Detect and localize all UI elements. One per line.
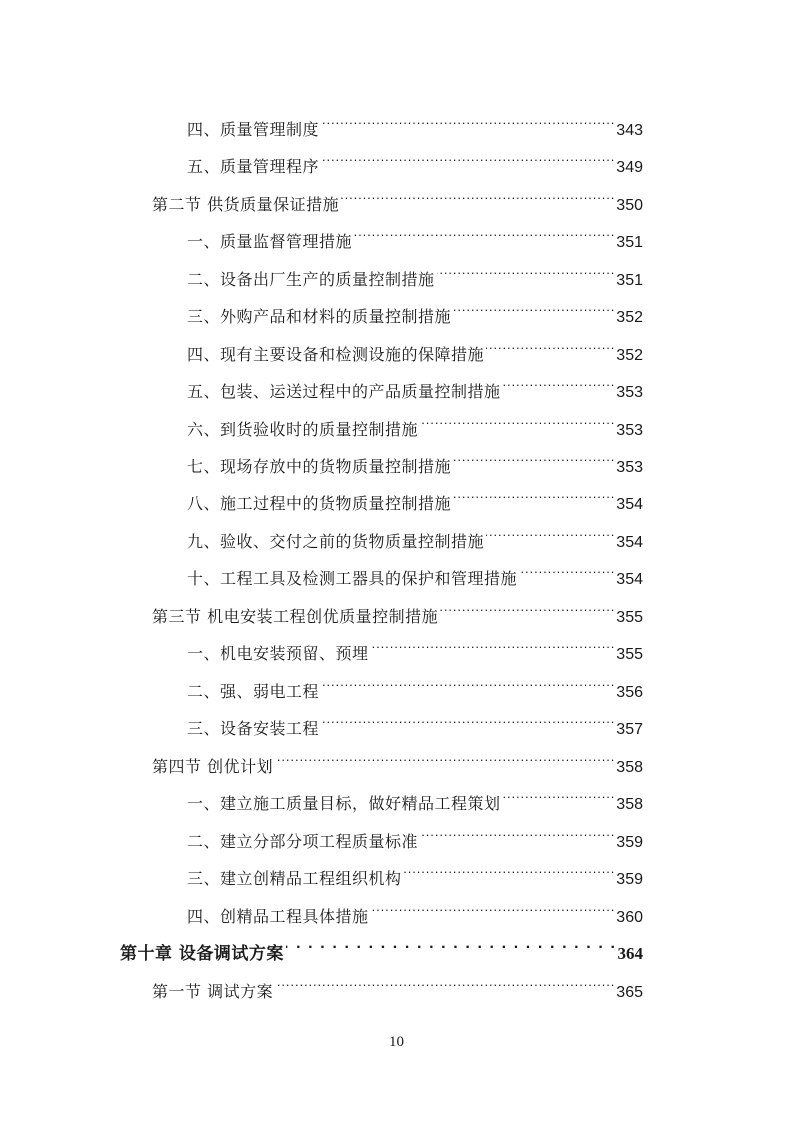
toc-entry-page: 358	[616, 759, 643, 776]
toc-entry-title: 七、现场存放中的货物质量控制措施	[187, 457, 452, 476]
toc-entry[interactable]	[187, 554, 643, 588]
toc-entry-title: 六、到货验收时的质量控制措施	[187, 420, 419, 439]
toc-entry-title: 一、质量监督管理措施	[187, 232, 353, 251]
dot-leader	[321, 704, 615, 734]
toc-entry[interactable]	[187, 779, 643, 813]
toc-entry[interactable]	[187, 704, 643, 738]
toc-entry[interactable]	[187, 105, 643, 139]
dot-leader	[275, 742, 615, 772]
toc-entry-title: 二、建立分部分项工程质量标准	[187, 832, 419, 851]
toc-entry-title: 五、包装、运送过程中的产品质量控制措施	[187, 382, 501, 401]
toc-entry[interactable]	[187, 854, 643, 888]
toc-entry-page: 353	[616, 422, 643, 439]
toc-entry-title: 五、质量管理程序	[187, 157, 320, 176]
dot-leader	[420, 817, 615, 847]
toc-entry-page: 355	[616, 609, 643, 626]
toc-entry[interactable]	[187, 255, 643, 289]
toc-entry[interactable]	[187, 142, 643, 176]
dot-leader	[275, 967, 615, 997]
toc-entry-title: 二、强、弱电工程	[187, 682, 320, 701]
toc-entry-page: 343	[616, 122, 643, 139]
dot-leader	[354, 217, 615, 247]
toc-entry-page: 355	[616, 646, 643, 663]
dot-leader	[286, 929, 617, 959]
dot-leader	[371, 629, 616, 659]
dot-leader	[321, 667, 615, 697]
dot-leader	[437, 255, 616, 285]
toc-entry-section[interactable]	[152, 742, 643, 776]
toc-entry-title: 一、机电安装预留、预埋	[187, 644, 369, 663]
toc-entry-title: 第十章 设备调试方案	[120, 944, 284, 964]
page-number: 10	[389, 1034, 404, 1050]
toc-entry-page: 352	[616, 309, 643, 326]
toc-entry-title: 十、工程工具及检测工器具的保护和管理措施	[187, 569, 518, 588]
toc-entry-title: 四、质量管理制度	[187, 120, 320, 139]
toc-entry[interactable]	[187, 405, 643, 439]
toc-entry-title: 第一节 调试方案	[152, 982, 274, 1001]
toc-entry-page: 354	[616, 496, 643, 513]
toc-entry-page: 353	[616, 459, 643, 476]
toc-entry-page: 351	[616, 272, 643, 289]
toc-entry[interactable]	[187, 217, 643, 251]
dot-leader	[486, 330, 615, 360]
toc-entry-title: 三、外购产品和材料的质量控制措施	[187, 307, 452, 326]
dot-leader	[519, 554, 615, 584]
toc-entry-title: 三、建立创精品工程组织机构	[187, 869, 402, 888]
dot-leader	[503, 779, 616, 809]
toc-entry-title: 八、施工过程中的货物质量控制措施	[187, 494, 452, 513]
toc-entry[interactable]	[187, 517, 643, 551]
toc-entry-title: 第二节 供货质量保证措施	[152, 195, 340, 214]
dot-leader	[420, 405, 615, 435]
toc-entry-page: 349	[616, 159, 643, 176]
toc-entry[interactable]	[187, 367, 643, 401]
toc-entry-page: 360	[616, 909, 643, 926]
toc-entry[interactable]	[187, 292, 643, 326]
toc-entry-page: 352	[616, 347, 643, 364]
dot-leader	[440, 592, 615, 622]
dot-leader	[453, 479, 615, 509]
toc-entry-page: 356	[616, 684, 643, 701]
toc-entry-title: 九、验收、交付之前的货物质量控制措施	[187, 532, 485, 551]
toc-entry[interactable]	[187, 667, 643, 701]
toc-entry-page: 354	[616, 571, 643, 588]
toc-entry-title: 第四节 创优计划	[152, 757, 274, 776]
toc-entry-page: 359	[616, 871, 643, 888]
toc-entry-page: 350	[616, 197, 643, 214]
dot-leader	[486, 517, 615, 547]
dot-leader	[453, 292, 615, 322]
toc-entry-title: 二、设备出厂生产的质量控制措施	[187, 270, 435, 289]
dot-leader	[321, 105, 615, 135]
toc-entry[interactable]	[187, 892, 643, 926]
dot-leader	[321, 142, 615, 172]
toc-entry-page: 354	[616, 534, 643, 551]
toc-entry-page: 353	[616, 384, 643, 401]
toc-entry-page: 365	[616, 984, 643, 1001]
toc-entry-title: 一、建立施工质量目标，做好精品工程策划	[187, 794, 501, 813]
toc-entry-title: 四、创精品工程具体措施	[187, 907, 369, 926]
toc-entry-chapter[interactable]	[120, 929, 643, 964]
toc-entry-page: 358	[616, 796, 643, 813]
toc-entry-title: 四、现有主要设备和检测设施的保障措施	[187, 345, 485, 364]
dot-leader	[453, 442, 615, 472]
toc-entry-section[interactable]	[152, 592, 643, 626]
toc-entry-title: 第三节 机电安装工程创优质量控制措施	[152, 607, 439, 626]
toc-entry[interactable]	[187, 629, 643, 663]
dot-leader	[341, 180, 615, 210]
toc-entry-section[interactable]	[152, 967, 643, 1001]
toc-entry-page: 359	[616, 834, 643, 851]
toc-entry[interactable]	[187, 817, 643, 851]
toc-entry[interactable]	[187, 479, 643, 513]
toc-entry[interactable]	[187, 330, 643, 364]
dot-leader	[404, 854, 616, 884]
toc-entry[interactable]	[187, 442, 643, 476]
toc-entry-page: 357	[616, 721, 643, 738]
dot-leader	[371, 892, 616, 922]
toc-entry-page: 364	[617, 944, 643, 963]
dot-leader	[503, 367, 616, 397]
toc-entry-section[interactable]	[152, 180, 643, 214]
toc-entry-page: 351	[616, 234, 643, 251]
toc-entry-title: 三、设备安装工程	[187, 719, 320, 738]
